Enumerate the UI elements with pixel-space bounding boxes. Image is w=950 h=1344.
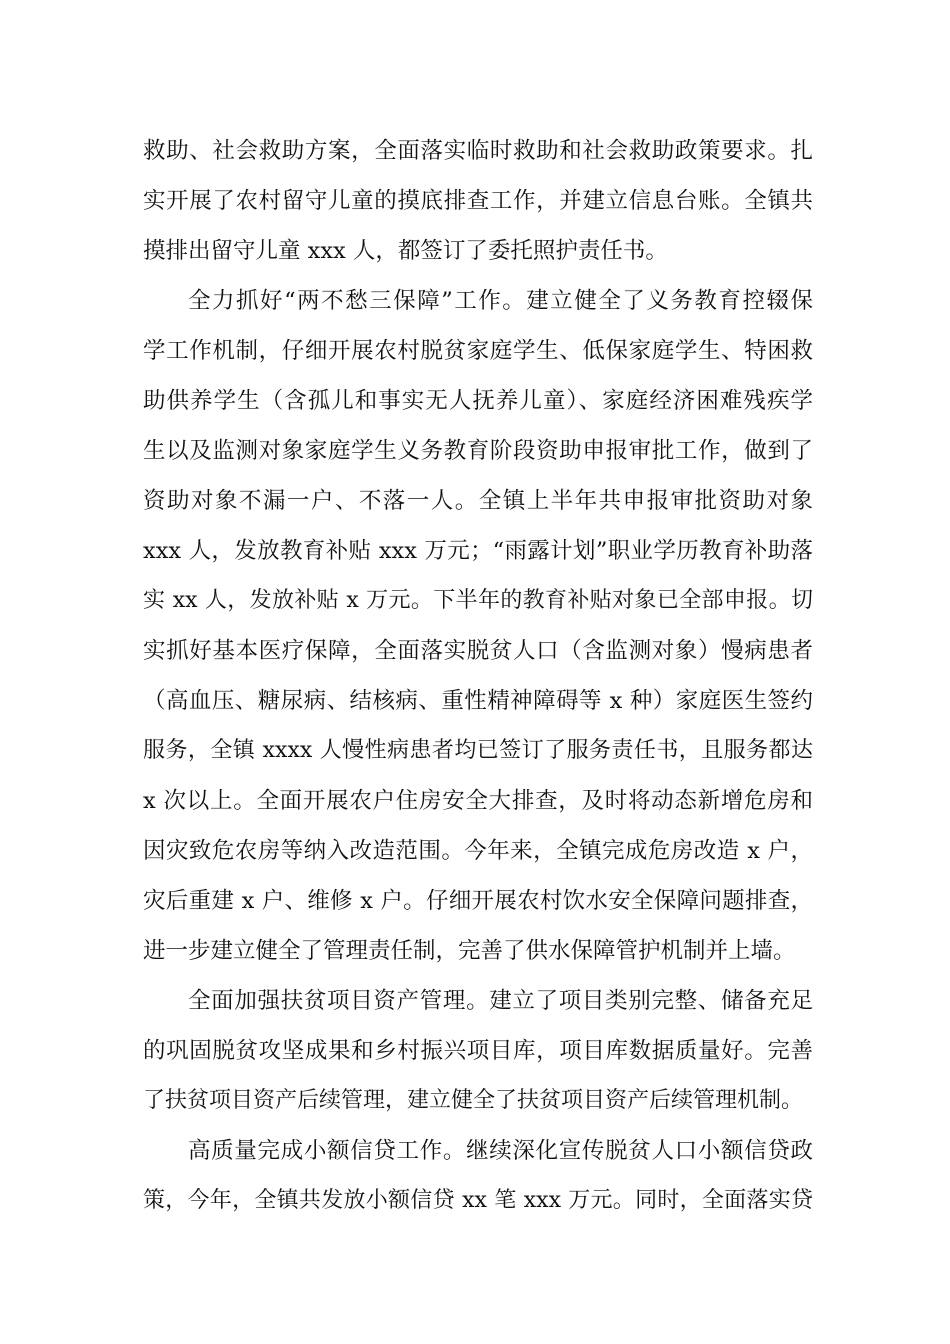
- text-line: 进一步建立健全了管理责任制，完善了供水保障管护机制并上墙。: [143, 938, 796, 964]
- text-line: 摸排出留守儿童 xxx 人，都签订了委托照护责任书。: [143, 238, 668, 264]
- text-line: 了扶贫项目资产后续管理，建立健全了扶贫项目资产后续管理机制。: [143, 1088, 804, 1113]
- paragraph-first-line: 全面加强扶贫项目资产管理。建立了项目类别完整、储备充足: [188, 988, 813, 1014]
- paragraph-first-line: 高质量完成小额信贷工作。继续深化宣传脱贫人口小额信贷政: [188, 1138, 813, 1164]
- text-line: 生以及监测对象家庭学生义务教育阶段资助申报审批工作，做到了: [143, 438, 813, 464]
- text-line: 的巩固脱贫攻坚成果和乡村振兴项目库，项目库数据质量好。完善: [143, 1038, 813, 1064]
- text-line: 助供养学生（含孤儿和事实无人抚养儿童）、家庭经济困难残疾学: [143, 388, 813, 414]
- text-line: 救助、社会救助方案，全面落实临时救助和社会救助政策要求。扎: [143, 138, 813, 164]
- text-line: 灾后重建 x 户、维修 x 户。仔细开展农村饮水安全保障问题排查，: [143, 888, 813, 914]
- text-line: x 次以上。全面开展农户住房安全大排查，及时将动态新增危房和: [143, 788, 813, 814]
- text-line: 实开展了农村留守儿童的摸底排查工作，并建立信息台账。全镇共: [143, 188, 813, 214]
- paragraph-first-line: 全力抓好“两不愁三保障”工作。建立健全了义务教育控辍保: [188, 288, 813, 314]
- text-line: （高血压、糖尿病、结核病、重性精神障碍等 x 种）家庭医生签约: [143, 688, 813, 714]
- text-line: 学工作机制，仔细开展农村脱贫家庭学生、低保家庭学生、特困救: [143, 338, 813, 364]
- text-line: 因灾致危农房等纳入改造范围。今年来，全镇完成危房改造 x 户，: [143, 838, 813, 864]
- text-line: 资助对象不漏一户、不落一人。全镇上半年共申报审批资助对象: [143, 488, 813, 514]
- text-line: 实抓好基本医疗保障，全面落实脱贫人口（含监测对象）慢病患者: [143, 638, 813, 664]
- text-line: xxx 人，发放教育补贴 xxx 万元；“雨露计划”职业学历教育补助落: [143, 538, 813, 564]
- text-line: 服务，全镇 xxxx 人慢性病患者均已签订了服务责任书，且服务都达: [143, 738, 813, 763]
- text-line: 实 xx 人，发放补贴 x 万元。下半年的教育补贴对象已全部申报。切: [143, 588, 813, 613]
- text-line: 策，今年，全镇共发放小额信贷 xx 笔 xxx 万元。同时，全面落实贷: [143, 1188, 813, 1213]
